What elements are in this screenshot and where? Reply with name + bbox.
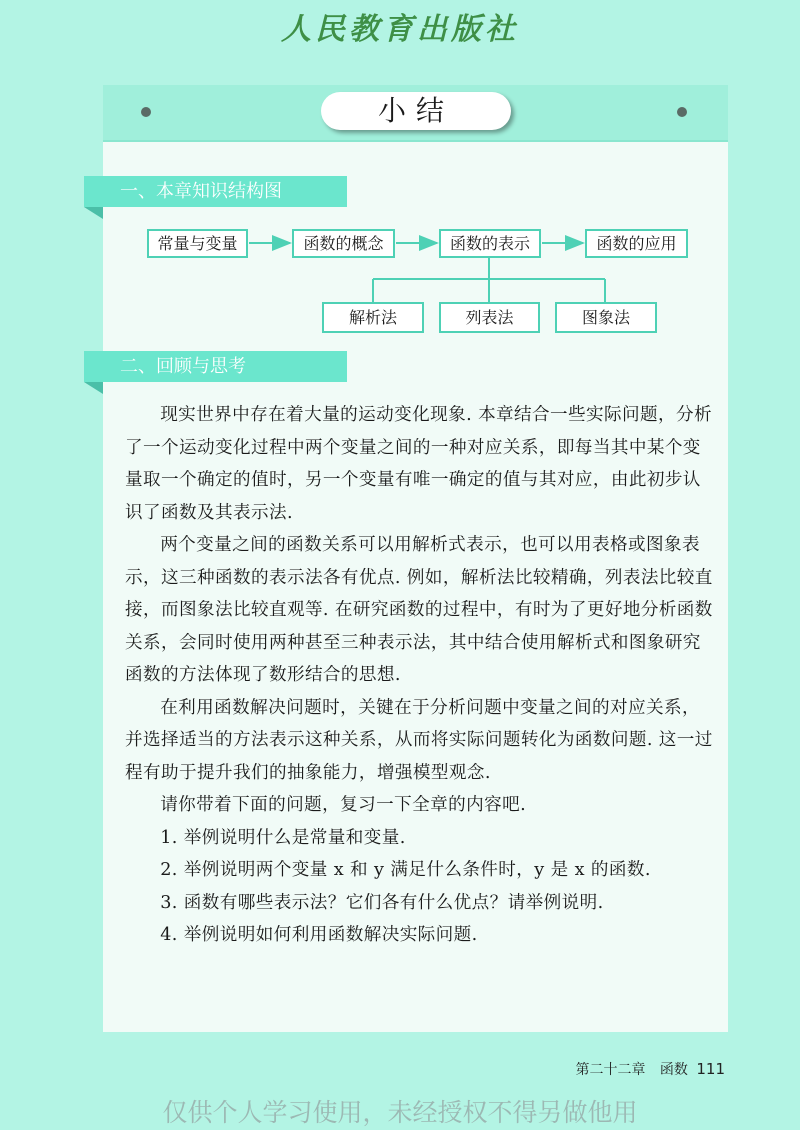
paragraph-4: 请你带着下面的问题，复习一下全章的内容吧. [160,795,527,815]
page-number: 111 [696,1060,725,1078]
section2-heading: 二、回顾与思考 [84,351,347,382]
summary-title: 小结 [321,92,511,130]
binder-hole-right [677,107,687,117]
node-function-application: 函数的应用 [585,229,688,258]
page-footer [575,1059,725,1079]
node-constants-variables: 常量与变量 [147,229,248,258]
node-graph-method: 图象法 [555,302,657,333]
review-text [125,399,715,952]
question-3: 3. 函数有哪些表示法？它们各有什么优点？请举例说明. [160,892,604,913]
section1-heading: 一、本章知识结构图 [84,176,347,207]
publisher-logo: 人民教育出版社 [281,12,519,47]
subject-label: 函数 [659,1062,688,1078]
watermark: 仅供个人学习使用，未经授权不得另做他用 [162,1098,638,1127]
node-analytic-method: 解析法 [322,302,424,333]
node-function-representation: 函数的表示 [439,229,541,258]
question-1: 1. 举例说明什么是常量和变量. [160,827,406,848]
node-table-method: 列表法 [439,302,540,333]
node-function-concept: 函数的概念 [292,229,395,258]
paragraph-1: 现实世界中存在着大量的运动变化现象. 本章结合一些实际问题，分析了一个运动变化过程中两个变量之间的一种对应关系，即每当其中某个变量取一个确定的值时，另一个变量有唯一确定的值与其对应，由此初步认识了函数及其表示法. [125,405,712,523]
chapter-label: 第二十二章 [575,1062,646,1078]
paragraph-2: 两个变量之间的函数关系可以用解析式表示，也可以用表格或图象表示，这三种函数的表示法各有优点. 例如，解析法比较精确，列表法比较直接，而图象法比较直观等. 在研究函数的过程中，有时为了更好地分析函数关系，会同时使用两种甚至三种表示法，其中结合使用解析式和图象研究函数的方法体现了数形结合的思想. [125,535,713,685]
question-4: 4. 举例说明如何利用函数解决实际问题. [160,925,478,945]
binder-hole-left [141,107,151,117]
paragraph-3: 在利用函数解决问题时，关键在于分析问题中变量之间的对应关系，并选择适当的方法表示这种关系，从而将实际问题转化为函数问题. 这一过程有助于提升我们的抽象能力，增强模型观念. [125,697,713,783]
question-2: 2. 举例说明两个变量 x 和 y 满足什么条件时，y 是 x 的函数. [160,860,651,880]
